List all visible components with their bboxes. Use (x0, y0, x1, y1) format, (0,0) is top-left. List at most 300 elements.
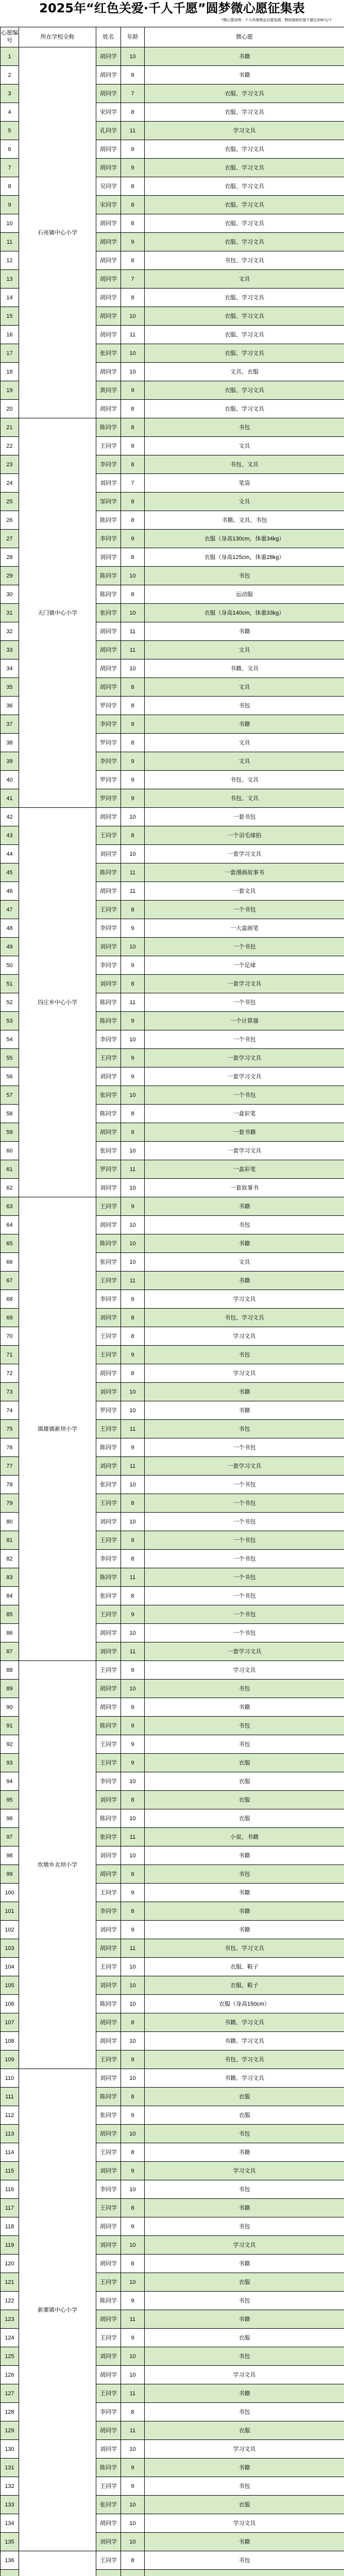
student-name: 胡同学 (96, 1680, 121, 1698)
wish-id: 90 (1, 1698, 19, 1717)
student-age: 8 (121, 826, 145, 845)
student-age: 10 (121, 1513, 145, 1531)
student-name: 胡同学 (96, 2421, 121, 2440)
table-header-row (1, 27, 344, 47)
student-age: 8 (121, 455, 145, 474)
student-age: 11 (121, 1457, 145, 1476)
student-age: 9 (121, 715, 145, 734)
student-name: 胡同学 (96, 2366, 121, 2384)
wish-id: 98 (1, 1846, 19, 1865)
table-row (1, 47, 344, 66)
student-age: 10 (121, 1809, 145, 1828)
student-age: 9 (121, 381, 145, 400)
student-name: 刘同学 (96, 845, 121, 863)
wish-text: 书包 (145, 2180, 344, 2199)
student-name: 王同学 (96, 1346, 121, 1364)
wish-id: 110 (1, 2069, 19, 2088)
wish-id: 43 (1, 826, 19, 845)
table-row (1, 2551, 344, 2570)
student-name: 刘同学 (96, 2236, 121, 2255)
student-age: 11 (121, 641, 145, 659)
wish-text: 一个书包 (145, 1587, 344, 1605)
student-age: 8 (121, 103, 145, 122)
wish-text: 衣服（身高150cm） (145, 1995, 344, 2013)
student-name: 陈同学 (96, 1717, 121, 1735)
wish-id: 124 (1, 2329, 19, 2347)
wish-text: 一个足球 (145, 956, 344, 975)
student-name: 陈同学 (96, 418, 121, 437)
student-age: 9 (121, 2329, 145, 2347)
wish-id: 70 (1, 1327, 19, 1346)
wish-id: 44 (1, 845, 19, 863)
wish-id: 112 (1, 2106, 19, 2125)
student-age: 8 (121, 1364, 145, 1383)
wish-text: 书包 (145, 697, 344, 715)
student-age: 10 (121, 1086, 145, 1105)
student-name: 陈同学 (96, 567, 121, 585)
student-name: 陈同学 (96, 1012, 121, 1030)
student-age: 10 (121, 1253, 145, 1272)
wish-text: 衣服（身高140cm，体重33kg） (145, 604, 344, 622)
student-name: 王同学 (96, 437, 121, 455)
wish-text: 文具 (145, 752, 344, 771)
wish-id: 134 (1, 2514, 19, 2533)
student-age: 10 (121, 1476, 145, 1494)
wish-text: 文具 (145, 641, 344, 659)
wish-id: 63 (1, 1197, 19, 1216)
student-age: 9 (121, 752, 145, 771)
header-age: 年龄 (121, 27, 145, 47)
wish-text: 一大盒画笔 (145, 919, 344, 938)
student-age: 10 (121, 2032, 145, 2050)
student-name: 胡同学 (96, 2514, 121, 2533)
wish-text: 书包、学习文具 (145, 2050, 344, 2069)
wish-id: 21 (1, 418, 19, 437)
wish-text: 一套文具 (145, 882, 344, 901)
wish-text: 书包 (145, 2217, 344, 2236)
student-name: 刘同学 (96, 1791, 121, 1809)
student-name: 李同学 (96, 1902, 121, 1921)
student-age: 10 (121, 47, 145, 66)
student-age: 9 (121, 1698, 145, 1717)
wish-text: 书籍 (145, 2384, 344, 2403)
student-age: 8 (121, 1791, 145, 1809)
wish-id: 4 (1, 103, 19, 122)
wish-id: 122 (1, 2292, 19, 2310)
student-age: 10 (121, 2533, 145, 2551)
wish-id: 86 (1, 1624, 19, 1642)
wish-id: 28 (1, 548, 19, 567)
student-age: 8 (121, 734, 145, 752)
wish-text: 一盒彩笔 (145, 1160, 344, 1179)
wish-text: 文具 (145, 678, 344, 697)
wish-text: 衣服、学习文具 (145, 233, 344, 251)
student-age: 8 (121, 548, 145, 567)
student-age: 8 (121, 511, 145, 530)
wish-text: 书包、文具 (145, 771, 344, 789)
wish-text: 书籍 (145, 1197, 344, 1216)
student-age: 10 (121, 363, 145, 381)
wish-id: 94 (1, 1772, 19, 1791)
student-age: 9 (121, 1605, 145, 1624)
student-name: 王同学 (96, 826, 121, 845)
student-age: 9 (121, 159, 145, 177)
wish-text: 衣服、学习文具 (145, 344, 344, 363)
wish-id: 60 (1, 1142, 19, 1160)
student-name: 胡同学 (96, 214, 121, 233)
student-name: 李同学 (96, 1550, 121, 1568)
wish-id: 129 (1, 2421, 19, 2440)
student-name: 李同学 (96, 1290, 121, 1309)
wish-id: 136 (1, 2551, 19, 2570)
wish-text: 衣服 (145, 1754, 344, 1772)
student-age: 11 (121, 326, 145, 344)
wish-id: 127 (1, 2384, 19, 2403)
wish-id: 58 (1, 1105, 19, 1123)
student-name: 王同学 (96, 1531, 121, 1550)
student-name: 黄同学 (96, 381, 121, 400)
student-age: 8 (121, 289, 145, 307)
student-age: 9 (121, 1661, 145, 1680)
student-age: 7 (121, 84, 145, 103)
wish-id: 42 (1, 808, 19, 826)
wish-id: 12 (1, 251, 19, 270)
student-age: 11 (121, 2421, 145, 2440)
student-name: 罗同学 (96, 789, 121, 808)
student-name: 胡同学 (96, 1698, 121, 1717)
wish-id: 96 (1, 1809, 19, 1828)
student-name: 李同学 (96, 752, 121, 771)
wish-id: 65 (1, 1234, 19, 1253)
wish-text: 书籍、学习文具 (145, 2069, 344, 2088)
student-age: 11 (121, 1642, 145, 1661)
wish-id: 52 (1, 993, 19, 1012)
student-age: 9 (121, 789, 145, 808)
student-name: 张同学 (96, 1086, 121, 1105)
wish-text: 衣服 (145, 2496, 344, 2514)
student-name: 陈同学 (96, 511, 121, 530)
header-school: 所在学校全称 (19, 27, 96, 47)
wish-id: 64 (1, 1216, 19, 1234)
wish-text: 书籍、学习文具 (145, 2032, 344, 2050)
student-name: 陈同学 (96, 993, 121, 1012)
wish-text: 一个书包 (145, 1086, 344, 1105)
wish-text: 书籍 (145, 1902, 344, 1921)
student-name: 李同学 (96, 919, 121, 938)
wish-id: 111 (1, 2088, 19, 2106)
student-age: 8 (121, 2255, 145, 2273)
wish-id: 69 (1, 1309, 19, 1327)
student-name: 罗同学 (96, 734, 121, 752)
student-name: 胡同学 (96, 1865, 121, 1884)
wish-id: 24 (1, 474, 19, 493)
student-age: 10 (121, 659, 145, 678)
school-name: 四庄乡中心小学 (19, 808, 96, 1197)
wish-text: 一套漫画故事书 (145, 863, 344, 882)
student-age: 10 (121, 938, 145, 956)
student-name: 胡同学 (96, 2013, 121, 2032)
student-name: 刘同学 (96, 1067, 121, 1086)
student-name: 陈同学 (96, 1105, 121, 1123)
student-name: 胡同学 (96, 1216, 121, 1234)
school-name: 天门镇中心小学 (19, 418, 96, 808)
student-age: 8 (121, 400, 145, 418)
student-name: 刘同学 (96, 2069, 121, 2088)
student-age: 11 (121, 622, 145, 641)
wish-id: 46 (1, 882, 19, 901)
wish-text: 文具 (145, 270, 344, 289)
student-age: 9 (121, 1346, 145, 1364)
wish-text: 书包 (145, 1717, 344, 1735)
wish-text: 一个书包 (145, 938, 344, 956)
student-age: 9 (121, 2292, 145, 2310)
student-age: 8 (121, 1902, 145, 1921)
student-age: 11 (121, 1160, 145, 1179)
student-name: 胡同学 (96, 140, 121, 159)
student-name: 陈同学 (96, 863, 121, 882)
wish-id: 72 (1, 1364, 19, 1383)
student-name: 王同学 (96, 1327, 121, 1346)
wish-id: 132 (1, 2477, 19, 2496)
table-row (1, 1661, 344, 1680)
wish-id: 103 (1, 1939, 19, 1958)
student-age: 10 (121, 1234, 145, 1253)
wish-text: 书包 (145, 1346, 344, 1364)
wish-text: 衣服（身高125cm，体重28kg） (145, 548, 344, 567)
student-age: 7 (121, 270, 145, 289)
wish-text: 衣服、学习文具 (145, 307, 344, 326)
wish-text: 学习文具 (145, 1327, 344, 1346)
wish-text: 书包 (145, 1216, 344, 1234)
student-age: 8 (121, 901, 145, 919)
student-age: 9 (121, 140, 145, 159)
wish-text: 一套学习文具 (145, 845, 344, 863)
student-age: 9 (121, 1884, 145, 1902)
wish-id: 56 (1, 1067, 19, 1086)
student-name: 陈同学 (96, 2088, 121, 2106)
wish-text: 书包 (145, 567, 344, 585)
wish-text: 衣服、鞋子 (145, 1958, 344, 1976)
wish-text: 学习文具 (145, 2440, 344, 2459)
wish-text: 书包 (145, 2403, 344, 2421)
student-name: 张同学 (96, 1587, 121, 1605)
student-age: 10 (121, 2125, 145, 2143)
wish-id: 126 (1, 2366, 19, 2384)
student-name: 李同学 (96, 956, 121, 975)
wish-note: *微心愿说明：个人所需物品自愿选填，物质援助价值不超过200元/个 (221, 18, 333, 22)
student-age: 11 (121, 882, 145, 901)
wish-id: 33 (1, 641, 19, 659)
student-name: 胡同学 (96, 84, 121, 103)
wish-id: 120 (1, 2255, 19, 2273)
wish-text: 一套学习文具 (145, 1067, 344, 1086)
student-age: 8 (121, 2013, 145, 2032)
wish-text: 一个书包 (145, 1476, 344, 1494)
student-name: 张同学 (96, 2496, 121, 2514)
student-name: 王同学 (96, 1884, 121, 1902)
wish-id: 101 (1, 1902, 19, 1921)
header-name: 姓名 (96, 27, 121, 47)
student-name: 宋同学 (96, 196, 121, 214)
student-age: 8 (121, 678, 145, 697)
student-name: 刘同学 (96, 2440, 121, 2459)
wish-table (0, 27, 344, 2576)
wish-text: 一个书包 (145, 1624, 344, 1642)
wish-id: 47 (1, 901, 19, 919)
wish-text: 学习文具 (145, 1661, 344, 1680)
student-name: 刘同学 (96, 548, 121, 567)
wish-id: 121 (1, 2273, 19, 2292)
wish-id: 73 (1, 1383, 19, 1401)
wish-id: 53 (1, 1012, 19, 1030)
wish-text: 书籍 (145, 1846, 344, 1865)
wish-text: 书籍 (145, 47, 344, 66)
student-name: 王同学 (96, 1605, 121, 1624)
student-age: 8 (121, 697, 145, 715)
table-row (1, 808, 344, 826)
wish-text: 书籍 (145, 1921, 344, 1939)
student-name: 王同学 (96, 2199, 121, 2217)
student-name: 罗同学 (96, 1401, 121, 1420)
student-name: 王同学 (96, 1420, 121, 1438)
student-age: 10 (121, 2180, 145, 2199)
student-age: 8 (121, 1327, 145, 1346)
student-age: 9 (121, 1012, 145, 1030)
student-age: 10 (121, 1383, 145, 1401)
wish-text: 衣服、学习文具 (145, 381, 344, 400)
wish-id: 51 (1, 975, 19, 993)
student-name: 刘同学 (96, 1457, 121, 1476)
student-name: 刘同学 (96, 1976, 121, 1995)
wish-text: 衣服、学习文具 (145, 103, 344, 122)
wish-text: 学习文具 (145, 1364, 344, 1383)
student-name: 罗同学 (96, 1160, 121, 1179)
wish-text: 一套学习文具 (145, 1457, 344, 1476)
student-age: 11 (121, 2310, 145, 2329)
student-age: 10 (121, 2496, 145, 2514)
wish-text: 衣服、学习文具 (145, 196, 344, 214)
student-name: 胡同学 (96, 2032, 121, 2050)
student-age: 10 (121, 2273, 145, 2292)
wish-id: 31 (1, 604, 19, 622)
student-name: 胡同学 (96, 270, 121, 289)
student-age: 9 (121, 1049, 145, 1067)
student-name: 李同学 (96, 1772, 121, 1791)
wish-id: 81 (1, 1531, 19, 1550)
wish-id: 135 (1, 2533, 19, 2551)
student-name: 陈同学 (96, 1438, 121, 1457)
wish-text: 学习文具 (145, 2514, 344, 2533)
student-name: 陈同学 (96, 1809, 121, 1828)
wish-text: 衣服、学习文具 (145, 140, 344, 159)
wish-text: 书包 (145, 418, 344, 437)
student-name: 陈同学 (96, 1568, 121, 1587)
student-age: 11 (121, 1272, 145, 1290)
student-name: 李同学 (96, 715, 121, 734)
student-age: 10 (121, 1030, 145, 1049)
wish-text: 书籍 (145, 1383, 344, 1401)
wish-id: 15 (1, 307, 19, 326)
wish-text: 一套学习文具 (145, 975, 344, 993)
wish-id: 67 (1, 1272, 19, 1290)
wish-text: 书包、学习文具 (145, 1939, 344, 1958)
student-name: 胡同学 (96, 1364, 121, 1383)
wish-text: 书包、学习文具 (145, 1309, 344, 1327)
wish-id: 9 (1, 196, 19, 214)
student-name: 王同学 (96, 2329, 121, 2347)
school-name: 坎墩乡北坝小学 (19, 1661, 96, 2069)
wish-id: 89 (1, 1680, 19, 1698)
wish-text: 书籍 (145, 715, 344, 734)
wish-text: 书包 (145, 1680, 344, 1698)
student-name: 刘同学 (96, 1179, 121, 1197)
wish-id: 45 (1, 863, 19, 882)
wish-id: 50 (1, 956, 19, 975)
student-age: 8 (121, 2088, 145, 2106)
wish-id: 128 (1, 2403, 19, 2421)
wish-id: 123 (1, 2310, 19, 2329)
student-age: 9 (121, 1735, 145, 1754)
student-name: 胡同学 (96, 882, 121, 901)
wish-text: 笔袋 (145, 474, 344, 493)
student-age: 9 (121, 1438, 145, 1457)
wish-text (145, 2570, 344, 2576)
wish-id: 59 (1, 1123, 19, 1142)
student-age: 8 (121, 418, 145, 437)
wish-text: 一套故事书 (145, 1179, 344, 1197)
wish-id: 26 (1, 511, 19, 530)
wish-id: 14 (1, 289, 19, 307)
header-wish: 微心愿 (145, 27, 344, 47)
student-age: 8 (121, 1105, 145, 1123)
wish-text: 一个计算器 (145, 1012, 344, 1030)
student-age: 9 (121, 233, 145, 251)
wish-text: 文具、衣服 (145, 363, 344, 381)
student-name: 胡同学 (96, 289, 121, 307)
student-name: 罗同学 (96, 697, 121, 715)
wish-text: 衣服、学习文具 (145, 214, 344, 233)
student-age: 9 (121, 437, 145, 455)
student-age: 9 (121, 2477, 145, 2496)
wish-id: 8 (1, 177, 19, 196)
wish-id: 23 (1, 455, 19, 474)
student-name: 胡同学 (96, 659, 121, 678)
wish-text: 一个羽毛球拍 (145, 826, 344, 845)
wish-text: 一个书包 (145, 1568, 344, 1587)
wish-id: 80 (1, 1513, 19, 1531)
wish-id: 75 (1, 1420, 19, 1438)
student-age: 8 (121, 493, 145, 511)
wish-id: 54 (1, 1030, 19, 1049)
wish-text: 衣服 (145, 1809, 344, 1828)
wish-id: 62 (1, 1179, 19, 1197)
student-age: 8 (121, 177, 145, 196)
wish-id: 48 (1, 919, 19, 938)
wish-text: 学习文具 (145, 1290, 344, 1309)
wish-id: 57 (1, 1086, 19, 1105)
school-name (19, 2551, 96, 2576)
student-name: 李同学 (96, 2403, 121, 2421)
page-title: 2025年“红色关爱·千人千愿”圆梦微心愿征集表 (39, 1, 305, 15)
student-age: 10 (121, 1846, 145, 1865)
student-age: 10 (121, 1142, 145, 1160)
wish-id: 17 (1, 344, 19, 363)
student-age: 8 (121, 2551, 145, 2570)
wish-text: 书籍 (145, 2199, 344, 2217)
wish-id: 18 (1, 363, 19, 381)
wish-id: 100 (1, 1884, 19, 1902)
wish-text: 衣服 (145, 2421, 344, 2440)
